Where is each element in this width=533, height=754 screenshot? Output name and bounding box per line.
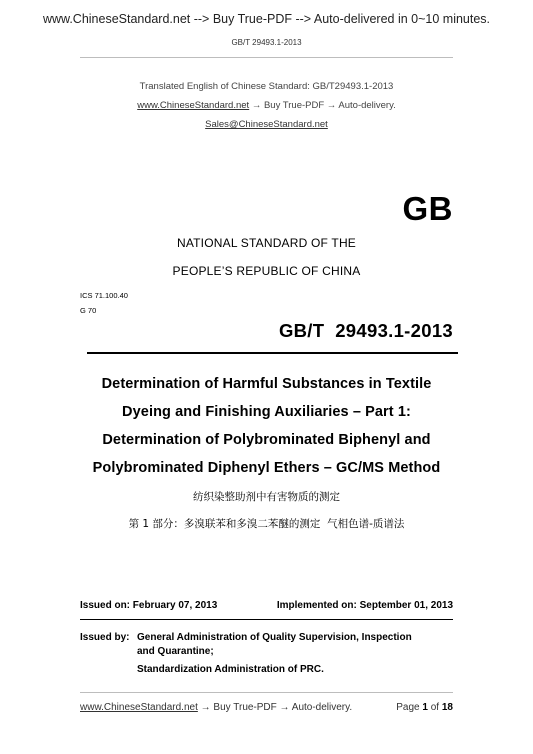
top-banner[interactable]: www.ChineseStandard.net --> Buy True-PDF --> Auto-delivered in 0~10 minutes.: [42, 12, 491, 26]
chinese-title-line-1: 纺织染整助剂中有害物质的测定: [193, 491, 340, 503]
national-standard-line-1: NATIONAL STANDARD OF THE: [176, 236, 357, 250]
gb-logo: GB: [402, 190, 453, 227]
issuer-line-2: and Quarantine;: [137, 646, 214, 657]
national-standard-line-2: PEOPLE’S REPUBLIC OF CHINA: [172, 264, 361, 278]
sales-email-link[interactable]: Sales@ChineseStandard.net: [205, 119, 328, 130]
footer-divider: [80, 692, 453, 693]
footer-purchase-text: → Buy True-PDF → Auto-delivery.: [197, 702, 353, 713]
category-code: G 70: [80, 306, 97, 315]
title-line-3: Determination of Polybrominated Biphenyl and: [102, 432, 431, 448]
title-divider: [87, 352, 458, 354]
chinese-title-line-2: 第 1 部分：多溴联苯和多溴二苯醚的测定 气相色谱-质谱法: [128, 518, 405, 530]
implemented-date: Implemented on: September 01, 2013: [276, 600, 453, 611]
purchase-text: → Buy True-PDF → Auto-delivery.: [249, 100, 396, 111]
email-line: [0, 119, 533, 130]
header-doc-id: GB/T 29493.1-2013: [231, 38, 302, 47]
dates-divider: [80, 619, 453, 620]
title-line-2: Dyeing and Finishing Auxiliaries – Part 1:: [122, 404, 411, 420]
title-line-1: Determination of Harmful Substances in Textile: [101, 376, 432, 392]
issuer-line-1: General Administration of Quality Supervision, Inspection: [137, 632, 412, 643]
page-of: of: [427, 702, 442, 713]
issuer-line-3: Standardization Administration of PRC.: [137, 664, 324, 675]
page-indicator: [396, 702, 453, 713]
ics-code: ICS 71.100.40: [80, 291, 128, 300]
footer-website-link[interactable]: www.ChineseStandard.net: [80, 702, 198, 713]
issued-by-label: Issued by:: [80, 632, 130, 643]
page-current: 1: [422, 702, 428, 713]
standard-number: GB/T 29493.1-2013: [278, 320, 453, 341]
title-line-4: Polybrominated Diphenyl Ethers – GC/MS Method: [92, 460, 441, 476]
issued-date: Issued on: February 07, 2013: [80, 600, 218, 611]
page-prefix: Page: [396, 702, 423, 713]
header-divider: [80, 57, 453, 58]
page-total: 18: [441, 702, 453, 713]
translation-note: Translated English of Chinese Standard: GB/T29493.1-2013: [139, 81, 394, 92]
website-link[interactable]: www.ChineseStandard.net: [137, 100, 250, 111]
translation-purchase-line: [0, 100, 533, 111]
footer-purchase-line: [80, 702, 352, 713]
